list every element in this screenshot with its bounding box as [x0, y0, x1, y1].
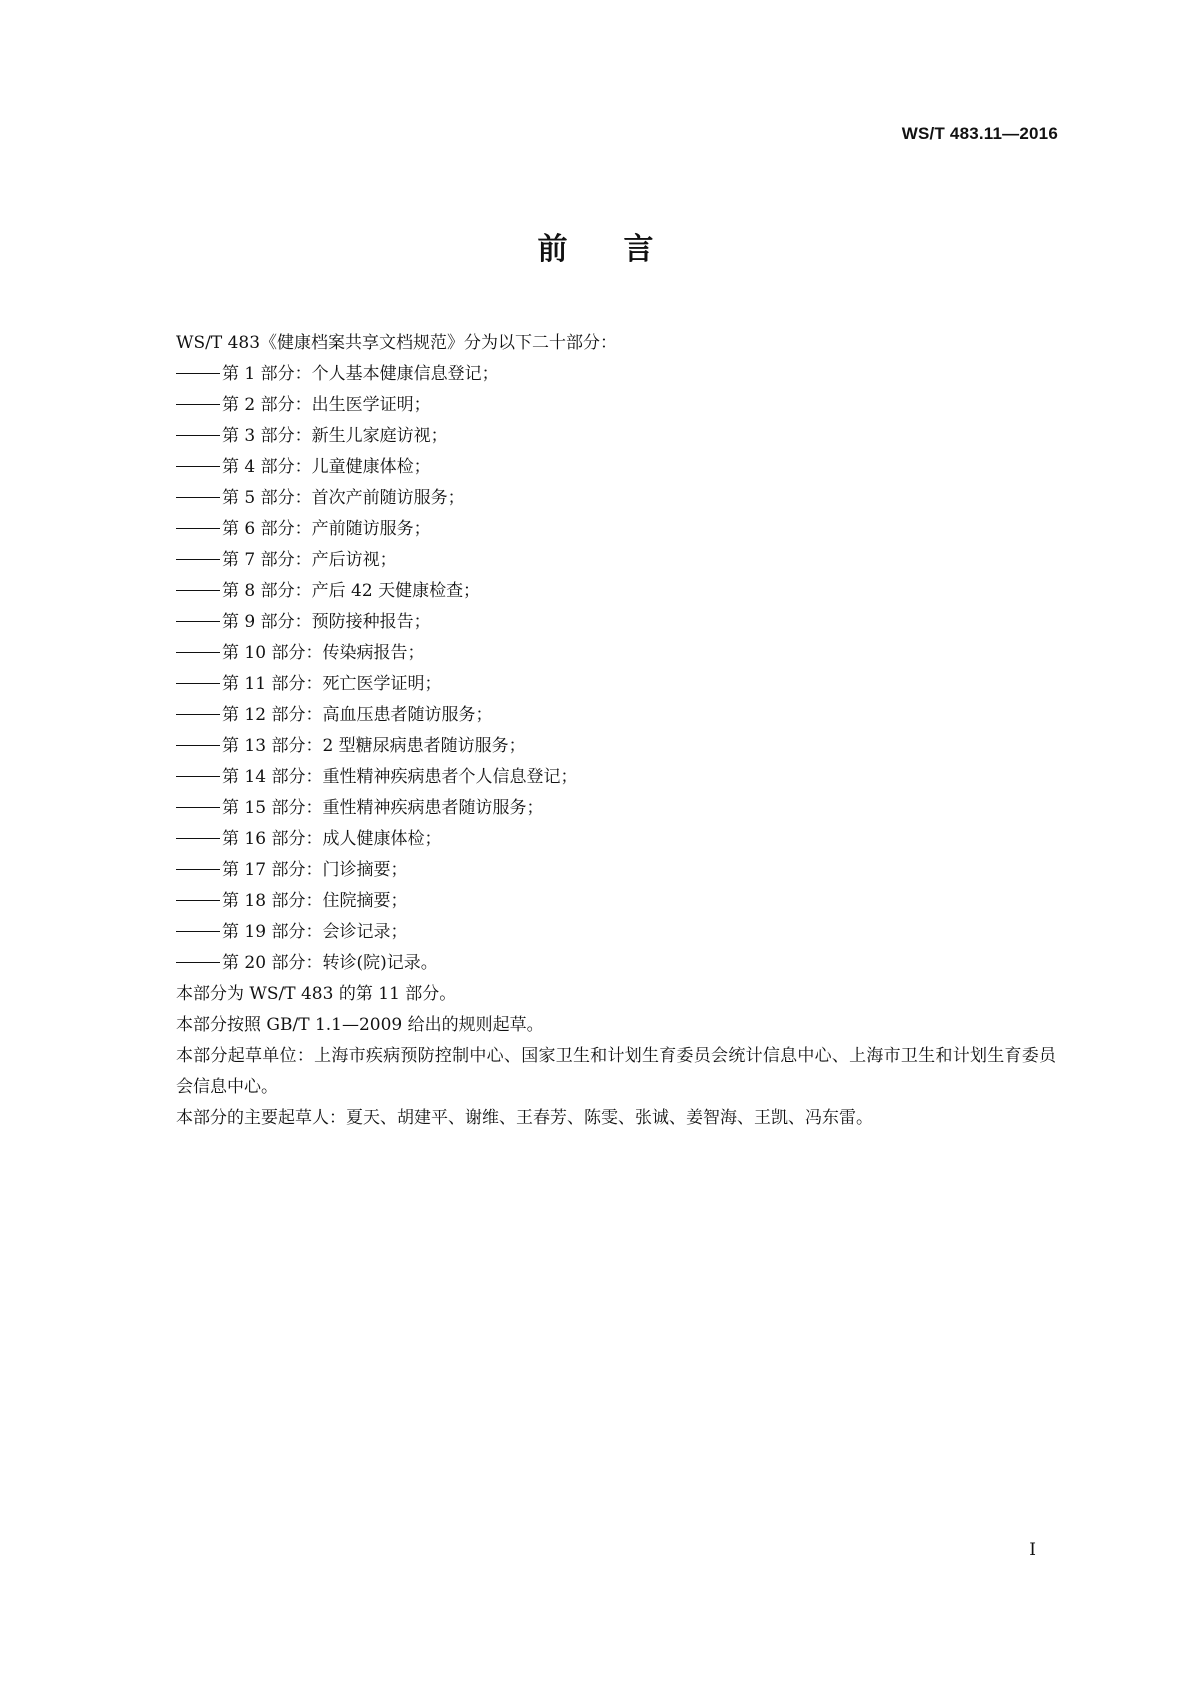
list-item: 第 11 部分：死亡医学证明；	[176, 669, 1056, 700]
dash-mark	[176, 621, 220, 622]
page-number: I	[1029, 1540, 1036, 1560]
dash-mark	[176, 683, 220, 684]
dash-mark	[176, 404, 220, 405]
list-item: 第 10 部分：传染病报告；	[176, 638, 1056, 669]
list-item: 第 1 部分：个人基本健康信息登记；	[176, 359, 1056, 390]
list-item: 第 19 部分：会诊记录；	[176, 917, 1056, 948]
dash-mark	[176, 466, 220, 467]
page-title: 前言	[537, 232, 710, 267]
drafters-paragraph: 本部分的主要起草人：夏天、胡建平、谢维、王春芳、陈雯、张诚、姜智海、王凯、冯东雷。	[176, 1108, 873, 1128]
drafting-units-paragraph: 本部分起草单位：上海市疾病预防控制中心、国家卫生和计划生育委员会统计信息中心、上海市卫生和计划生育委员会信息中心。	[176, 1046, 1056, 1097]
list-item: 第 20 部分：转诊(院)记录。	[176, 948, 1056, 979]
dash-mark	[176, 900, 220, 901]
dash-mark	[176, 807, 220, 808]
dash-mark	[176, 590, 220, 591]
dash-mark	[176, 435, 220, 436]
list-item: 第 17 部分：门诊摘要；	[176, 855, 1056, 886]
dash-mark	[176, 559, 220, 560]
list-item: 第 4 部分：儿童健康体检；	[176, 452, 1056, 483]
intro-paragraph: WS/T 483《健康档案共享文档规范》分为以下二十部分：	[176, 333, 618, 353]
dash-mark	[176, 869, 220, 870]
list-item: 第 13 部分：2 型糖尿病患者随访服务；	[176, 731, 1056, 762]
dash-mark	[176, 931, 220, 932]
list-item: 第 3 部分：新生儿家庭访视；	[176, 421, 1056, 452]
dash-mark	[176, 838, 220, 839]
dash-mark	[176, 714, 220, 715]
standard-code: WS/T 483.11—2016	[901, 124, 1058, 143]
list-item: 第 6 部分：产前随访服务；	[176, 514, 1056, 545]
drafting-rules-paragraph: 本部分按照 GB/T 1.1—2009 给出的规则起草。	[176, 1015, 544, 1035]
list-item: 第 5 部分：首次产前随访服务；	[176, 483, 1056, 514]
dash-mark	[176, 497, 220, 498]
list-item: 第 12 部分：高血压患者随访服务；	[176, 700, 1056, 731]
dash-mark	[176, 962, 220, 963]
scope-paragraph: 本部分为 WS/T 483 的第 11 部分。	[176, 984, 457, 1004]
dash-mark	[176, 373, 220, 374]
foreword-body	[176, 328, 1056, 1134]
list-item: 第 8 部分：产后 42 天健康检查；	[176, 576, 1056, 607]
dash-mark	[176, 776, 220, 777]
list-item: 第 2 部分：出生医学证明；	[176, 390, 1056, 421]
list-item: 第 7 部分：产后访视；	[176, 545, 1056, 576]
list-item: 第 9 部分：预防接种报告；	[176, 607, 1056, 638]
list-item: 第 16 部分：成人健康体检；	[176, 824, 1056, 855]
list-item: 第 18 部分：住院摘要；	[176, 886, 1056, 917]
dash-mark	[176, 652, 220, 653]
dash-mark	[176, 528, 220, 529]
list-item: 第 15 部分：重性精神疾病患者随访服务；	[176, 793, 1056, 824]
list-item: 第 14 部分：重性精神疾病患者个人信息登记；	[176, 762, 1056, 793]
parts-list	[176, 359, 1056, 979]
dash-mark	[176, 745, 220, 746]
